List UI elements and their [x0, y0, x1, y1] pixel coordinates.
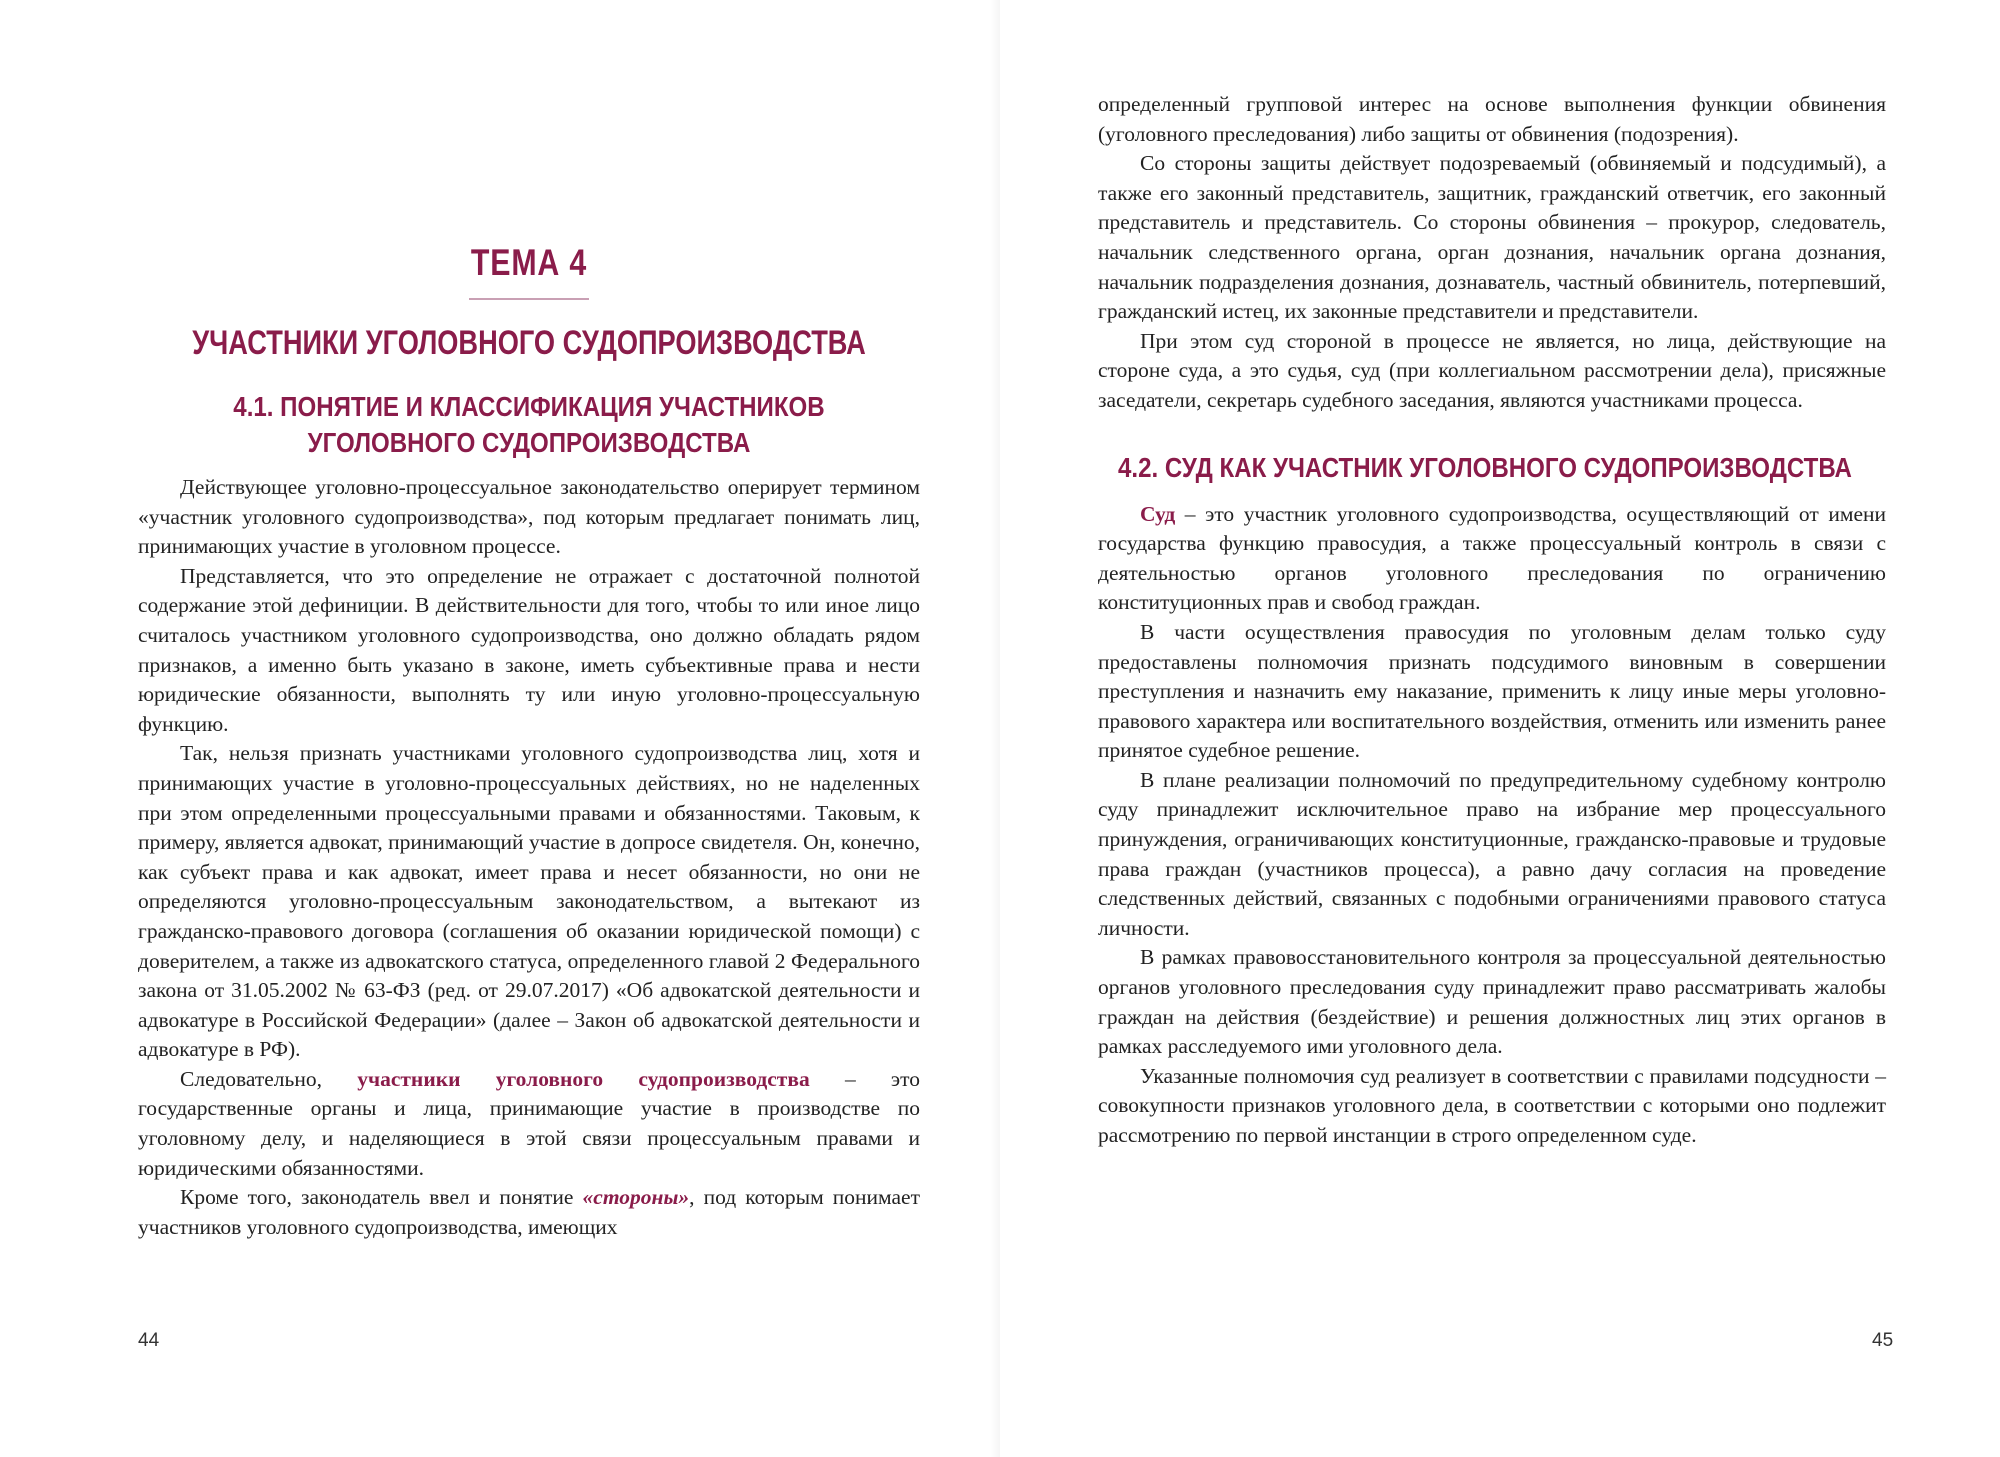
paragraph-definition	[138, 1065, 920, 1183]
theme-divider	[469, 298, 589, 300]
theme-title: ТЕМА 4	[470, 242, 588, 283]
section-title-4-1	[167, 389, 891, 461]
paragraph: При этом суд стороной в процессе не является, но лица, действующие на стороне суда, а это судья, суд (при коллегиальном рассмотрении дела), присяжные заседатели, секретарь судебного заседания, являются участниками процесса.	[1098, 328, 1886, 412]
paragraph-continued: определенный групповой интерес на основе выполнения функции обвинения (уголовного преследования) либо защиты от обвинения (подозрения).	[1098, 92, 1886, 146]
paragraph	[138, 1183, 920, 1242]
paragraph-definition	[1098, 500, 1886, 618]
left-column	[138, 242, 920, 1242]
highlighted-term: «стороны»	[582, 1185, 690, 1210]
section-title-line-1: 4.1. ПОНЯТИЕ И КЛАССИФИКАЦИЯ УЧАСТНИКОВ	[233, 391, 825, 422]
text-run: Кроме того, законодатель ввел и понятие	[180, 1185, 583, 1210]
text-run: , под которым понимает участников уголовного судопроизводства, имеющих	[138, 1185, 920, 1239]
page-number: 45	[1872, 1330, 1894, 1351]
text-run: – это государственные органы и лица, принимающие участие в производстве по уголовному делу, и наделяющиеся в этой связи процессуальным правами и юридическими обязанностями.	[138, 1066, 920, 1180]
paragraph: Со стороны защиты действует подозреваемый (обвиняемый и подсудимый), а также его законный представитель, защитник, гражданский ответчик, его законный представитель и представитель. Со стороны обвинения – прокурор, следователь, начальник следственного органа, орган дознания, начальник органа дознания, начальник подразделения дознания, дознаватель, частный обвинитель, потерпевший, гражданский истец, их законные представители и представители.	[1098, 151, 1886, 324]
right-page	[1000, 0, 2000, 1457]
paragraph: В части осуществления правосудия по уголовным делам только суду предоставлены полномочия признать подсудимого виновным в совершении преступления и назначить ему наказание, применить к лицу иные меры уголовно-правового характера или воспитательного воздействия, отменить или изменить ранее принятое судебное решение.	[1098, 619, 1886, 763]
paragraph: В рамках правовосстановительного контроля за процессуальной деятельностью органов уголовного преследования суду принадлежит право рассматривать жалобы граждан на действия (бездействие) и решения должностных лиц этих органов в рамках расследуемого ими уголовного дела.	[1098, 945, 1886, 1059]
highlighted-term: Суд	[1140, 501, 1176, 526]
text-run: Следовательно,	[180, 1066, 358, 1091]
section-title-4-2: 4.2. СУД КАК УЧАСТНИК УГОЛОВНОГО СУДОПРОИЗВОДСТВА	[1118, 451, 1852, 483]
section-title-line-2: УГОЛОВНОГО СУДОПРОИЗВОДСТВА	[307, 427, 751, 458]
right-column	[1098, 90, 1886, 1151]
chapter-title: УЧАСТНИКИ УГОЛОВНОГО СУДОПРОИЗВОДСТВА	[192, 324, 866, 362]
paragraph: В плане реализации полномочий по предупредительному судебному контролю суду принадлежит исключительное право на избрание мер процессуального принуждения, ограничивающих конституционные, гражданско-правовые и трудовые права граждан (участников процесса), а равно дачу согласия на проведение следственных действий, связанных с подобными ограничениями правового статуса личности.	[1098, 767, 1886, 940]
text-run: – это участник уголовного судопроизводства, осуществляющий от имени государства функцию правосудия, а также процессуальный контроль в связи с деятельностью органов уголовного преследования по ограничению конституционных прав и свобод граждан.	[1098, 501, 1886, 615]
paragraph: Так, нельзя признать участниками уголовного судопроизводства лиц, хотя и принимающих участие в уголовно-процессуальных действиях, но не наделенных при этом определенными процессуальными правами и обязанностями. Таковым, к примеру, является адвокат, принимающий участие в допросе свидетеля. Он, конечно, как субъект права и как адвокат, имеет права и несет обязанности, но они не определяются уголовно-процессуальным законодательством, а вытекают из гражданско-правового договора (соглашения об оказании юридической помощи) с доверителем, а также из адвокатского статуса, определенного главой 2 Федерального закона от 31.05.2002 № 63-ФЗ (ред. от 29.07.2017) «Об адвокатской деятельности и адвокатуре в Российской Федерации» (далее – Закон об адвокатской деятельности и адвокатуре в РФ).	[138, 741, 920, 1062]
paragraph: Действующее уголовно-процессуальное законодательство оперирует термином «участник уголовного судопроизводства», под которым предлагает понимать лиц, принимающих участие в уголовном процессе.	[138, 475, 920, 559]
paragraph: Указанные полномочия суд реализует в соответствии с правилами подсудности – совокупности признаков уголовного дела, в соответствии с которыми оно подлежит рассмотрению по первой инстанции в строго определенном суде.	[1098, 1063, 1886, 1147]
paragraph: Представляется, что это определение не отражает с достаточной полнотой содержание этой дефиниции. В действительности для того, чтобы то или иное лицо считалось участником уголовного судопроизводства, оно должно обладать рядом признаков, а именно быть указано в законе, иметь субъективные права и нести юридические обязанности, выполнять ту или иную уголовно-процессуальную функцию.	[138, 563, 920, 736]
highlighted-term: участники уголовного судопроизводства	[357, 1066, 810, 1091]
page-number: 44	[138, 1330, 160, 1351]
